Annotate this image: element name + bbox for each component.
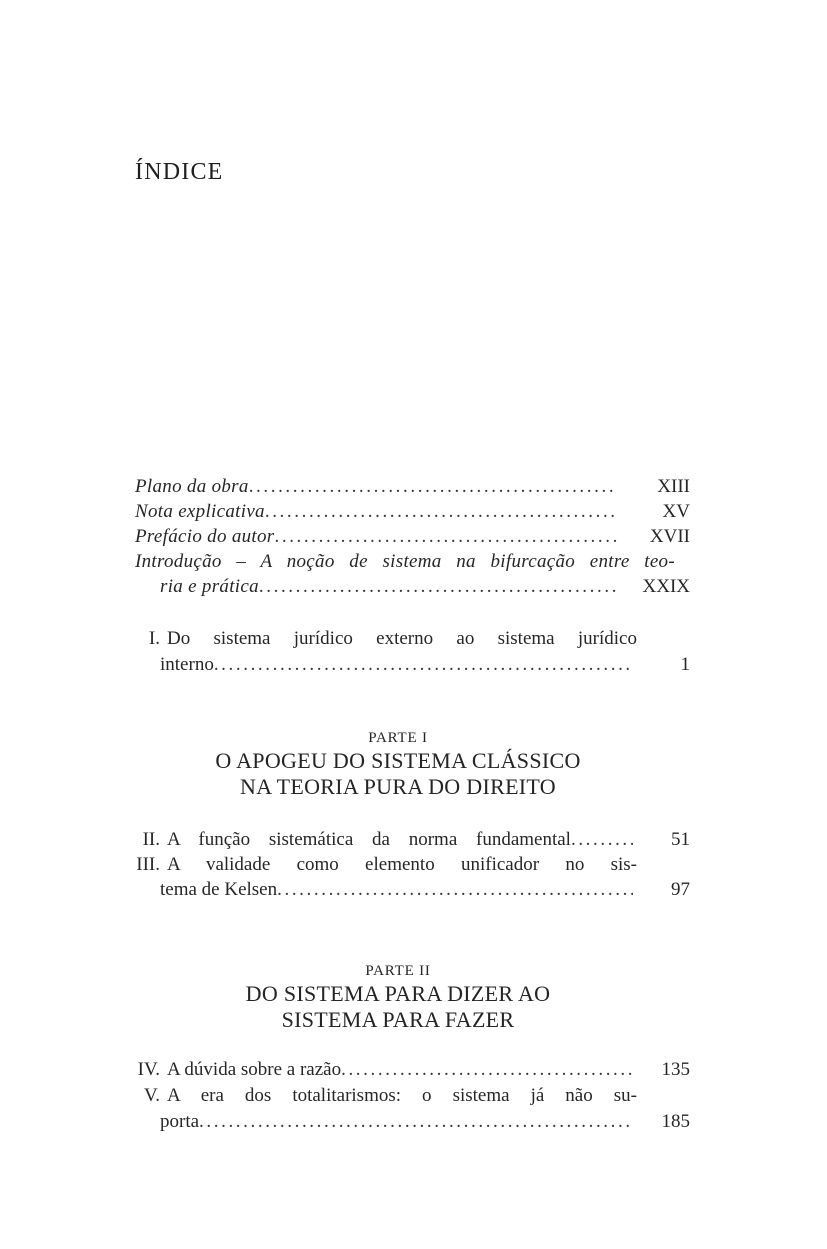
part-2-title-line1: DO SISTEMA PARA DIZER AO <box>245 981 551 1006</box>
toc-entry-plano-da-obra <box>135 474 690 499</box>
part-2-title-line2: SISTEMA PARA FAZER <box>281 1007 515 1032</box>
dot-leader <box>277 877 633 902</box>
toc-entry-page: XV <box>662 501 690 522</box>
page-title: ÍNDICE <box>135 159 224 185</box>
dot-leader <box>571 827 633 852</box>
toc-entry-introducao <box>135 549 690 599</box>
toc-entry-prefacio-do-autor <box>135 524 690 549</box>
toc-entry-title-line1: A validade como elemento unificador no sis- <box>167 854 637 875</box>
toc-entry-title-line1: Do sistema jurídico externo ao sistema jurídico <box>167 628 637 649</box>
toc-entry-page: 97 <box>671 879 690 900</box>
toc-entry-page: XIII <box>657 476 690 497</box>
toc-entry-chapter-4 <box>135 1057 690 1083</box>
dot-leader <box>249 474 617 499</box>
toc-entry-title-line1: A era dos totalitarismos: o sistema já não su- <box>167 1085 637 1106</box>
toc-entry-chapter-1 <box>135 626 690 678</box>
toc-entry-title-line2: tema de Kelsen <box>160 879 278 900</box>
toc-entry-number: V. <box>143 1085 160 1106</box>
toc-entry-title: Plano da obra <box>135 476 249 497</box>
toc-entry-number: III. <box>136 854 160 875</box>
toc-entry-title-line2: porta <box>160 1111 200 1132</box>
toc-entry-number: II. <box>142 829 160 850</box>
toc-entry-title-line2: ria e prática <box>160 576 259 597</box>
dot-leader <box>265 499 617 524</box>
dot-leader <box>214 652 633 678</box>
toc-entry-title-line2: interno <box>160 654 214 675</box>
part-2-heading <box>135 962 690 1033</box>
toc-entry-chapter-3 <box>135 852 690 902</box>
toc-entry-page: 185 <box>661 1111 690 1132</box>
toc-part-1-entries <box>135 827 690 902</box>
part-1-title-line1: O APOGEU DO SISTEMA CLÁSSICO <box>215 748 581 773</box>
part-1-heading <box>135 729 690 800</box>
part-1-label: PARTE I <box>368 730 428 746</box>
dot-leader <box>341 1057 633 1083</box>
toc-entry-page: 51 <box>671 829 690 850</box>
toc-entry-chapter-2 <box>135 827 690 852</box>
part-2-label: PARTE II <box>365 963 431 979</box>
toc-entry-page: 1 <box>680 654 690 675</box>
dot-leader <box>275 524 618 549</box>
toc-entry-number: IV. <box>137 1059 160 1080</box>
toc-entry-nota-explicativa <box>135 499 690 524</box>
toc-entry-page: XXIX <box>642 576 690 597</box>
dot-leader <box>199 1109 633 1135</box>
toc-front-matter <box>135 474 690 599</box>
toc-entry-chapter-5 <box>135 1083 690 1135</box>
toc-part-2-entries <box>135 1057 690 1135</box>
toc-entry-number: I. <box>148 628 160 649</box>
toc-entry-title: A função sistemática da norma fundamental <box>167 829 571 850</box>
part-1-title-line2: NA TEORIA PURA DO DIREITO <box>240 774 556 799</box>
toc-entry-page: 135 <box>661 1059 690 1080</box>
dot-leader <box>259 574 617 599</box>
toc-entry-title-line1: Introdução – A noção de sistema na bifurcação entre teo- <box>135 551 675 572</box>
toc-chapter-1-block <box>135 626 690 678</box>
toc-entry-page: XVII <box>649 526 690 547</box>
toc-entry-title: A dúvida sobre a razão <box>167 1059 342 1080</box>
toc-entry-title: Prefácio do autor <box>135 526 275 547</box>
toc-entry-title: Nota explicativa <box>135 501 265 522</box>
